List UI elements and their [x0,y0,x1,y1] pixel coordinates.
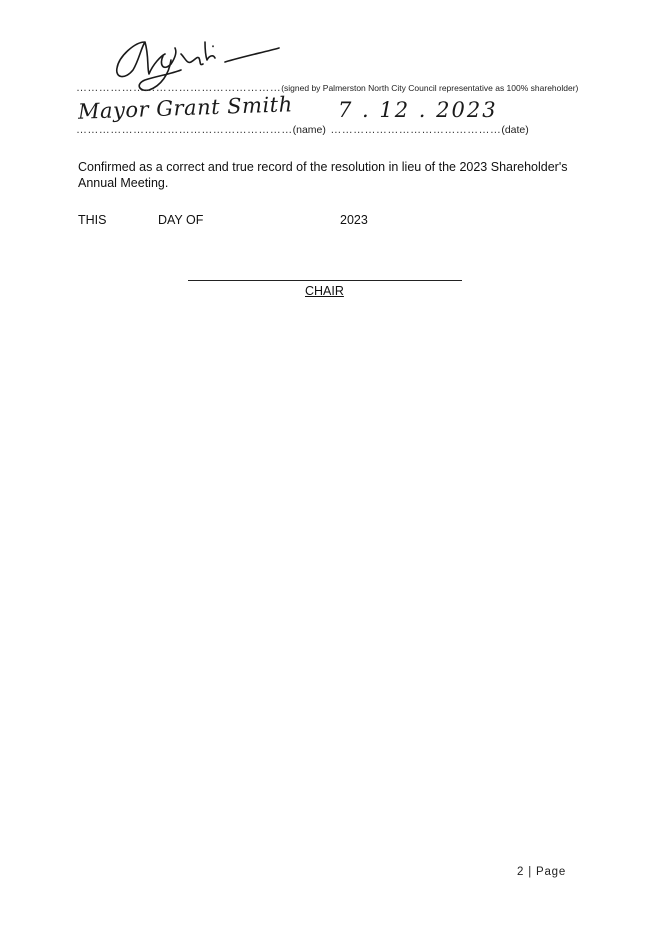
this-label: THIS [78,213,107,227]
handwritten-name: Mayor Grant Smith [77,92,294,124]
signature-dotted-line: ……………………………………………… [76,82,282,94]
name-label: (name) [292,124,326,136]
date-dotted-line: ……………………………………… [330,124,502,136]
year-label: 2023 [340,213,368,227]
date-label: (date) [501,124,529,136]
chair-signature-rule [188,280,462,281]
day-of-label: DAY OF [158,213,204,227]
name-date-line [76,120,529,138]
page-number: 2 | Page [517,866,567,878]
chair-label: CHAIR [305,284,344,298]
confirmation-text: Confirmed as a correct and true record of the resolution in lieu of the 2023 Shareholder's Annual Meeting. [78,160,568,190]
name-dotted-line: ………………………………………………… [76,124,293,136]
signature-line [76,78,578,96]
signature-note: (signed by Palmerston North City Council representative as 100% shareholder) [281,83,579,93]
handwritten-date: 7 . 12 . 2023 [338,98,498,122]
